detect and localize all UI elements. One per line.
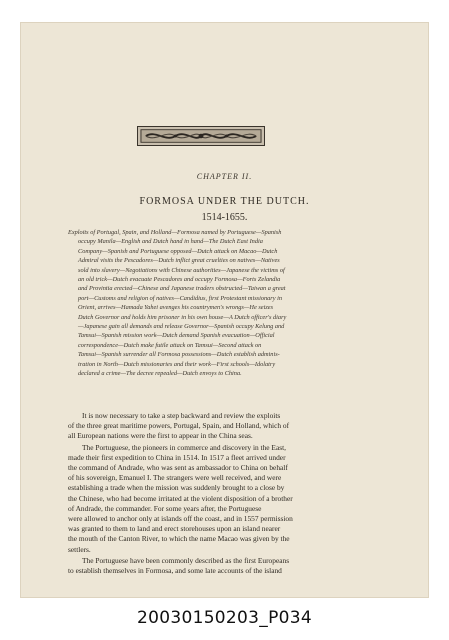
body-line: the mouth of the Canton River, to which the name Macao was given by the <box>68 534 290 544</box>
chapter-title: FORMOSA UNDER THE DUTCH. <box>139 196 310 207</box>
summary-line: correspondence—Dutch make futile attack on Tamsui—Second attack on <box>78 341 262 349</box>
body-line: settlers. <box>68 544 91 554</box>
summary-line: declared a crime—The decree repealed—Dutch envoys to China. <box>78 370 242 378</box>
body-line: The Portuguese, the pioneers in commerce and discovery in the East, <box>82 442 287 452</box>
body-line: were allowed to anchor only at islands off the coast, and in 1557 permission <box>68 514 293 524</box>
summary-line: Admiral visits the Pescadores—Dutch inflict great cruelties on natives—Natives <box>78 257 280 265</box>
chapter-years: 1514-1655. <box>201 212 248 223</box>
scanned-page <box>20 22 429 598</box>
summary-line: Company—Spanish and Portuguese opposed—Dutch attack on Macao—Dutch <box>78 247 278 255</box>
summary-line: Dutch Governor and holds him prisoner in his own house—A Dutch officer's diary <box>78 313 287 321</box>
paragraph <box>68 556 398 576</box>
body-line: the command of Andrade, who was sent as ambassador to China on behalf <box>68 463 288 473</box>
paragraph <box>68 411 398 442</box>
summary-line: Tamsui—Spanish surrender all Formosa possessions—Dutch establish adminis- <box>78 351 280 359</box>
summary-line: tration in North—Dutch missionaries and their work—First schools—Idolatry <box>78 360 276 368</box>
summary-line: occupy Manila—English and Dutch hand in hand—The Dutch East India <box>78 238 263 246</box>
body-line: made their first expedition to China in 1514. In 1517 a fleet arrived under <box>68 452 286 462</box>
summary-line: Orient, arrives—Hamada Yahei avenges his countrymen's wrongs—He seizes <box>78 304 274 312</box>
body-line: was granted to them to land and erect storehouses upon an island nearer <box>68 524 281 534</box>
summary-line: sold into slavery—Negotiations with Chinese authorities—Japanese the victims of <box>78 266 285 274</box>
body-line: The Portuguese have been commonly described as the first Europeans <box>82 555 290 565</box>
chapter-header-ornament <box>137 126 265 146</box>
body-line: all European nations were the first to appear in the China seas. <box>68 431 253 441</box>
body-line: of Andrade, the commander. For some years after, the Portuguese <box>68 503 262 513</box>
body-line: to establish themselves in Formosa, and some late accounts of the island <box>68 566 282 576</box>
body-line: establishing a trade when the mission was suddenly brought to a close by <box>68 483 285 493</box>
summary-line: Exploits of Portugal, Spain, and Holland—Formosa named by Portuguese—Spanish <box>68 229 282 236</box>
summary-line: an old trick—Dutch evacuate Pescadores and occupy Formosa—Forts Zelandia <box>78 276 281 284</box>
summary-line: —Japanese gain all demands and release Governor—Spanish occupy Kelung and <box>78 323 285 331</box>
body-line: the Chinese, who had become irritated at the violent disposition of a brother <box>68 493 293 503</box>
paragraph <box>68 443 398 555</box>
summary-line: port—Customs and religion of natives—Candidius, first Protestant missionary in <box>78 294 283 302</box>
image-id-caption: 20030150203_P034 <box>137 608 312 628</box>
body-line: of the three great maritime powers, Portugal, Spain, and Holland, which of <box>68 421 290 431</box>
body-line: It is now necessary to take a step backward and review the exploits <box>82 411 281 420</box>
summary-line: and Provintia erected—Chinese and Japanese traders obstructed—Taiwan a great <box>78 285 286 293</box>
ornament-pattern-icon <box>138 127 264 145</box>
chapter-summary <box>68 228 395 379</box>
summary-line: Tamsui—Spanish mission work—Dutch demand Spanish evacuation—Official <box>78 332 275 340</box>
body-text <box>68 411 398 576</box>
body-line: of his sovereign, Emanuel I. The strangers were well received, and were <box>68 473 282 483</box>
chapter-label: CHAPTER II. <box>196 172 253 181</box>
